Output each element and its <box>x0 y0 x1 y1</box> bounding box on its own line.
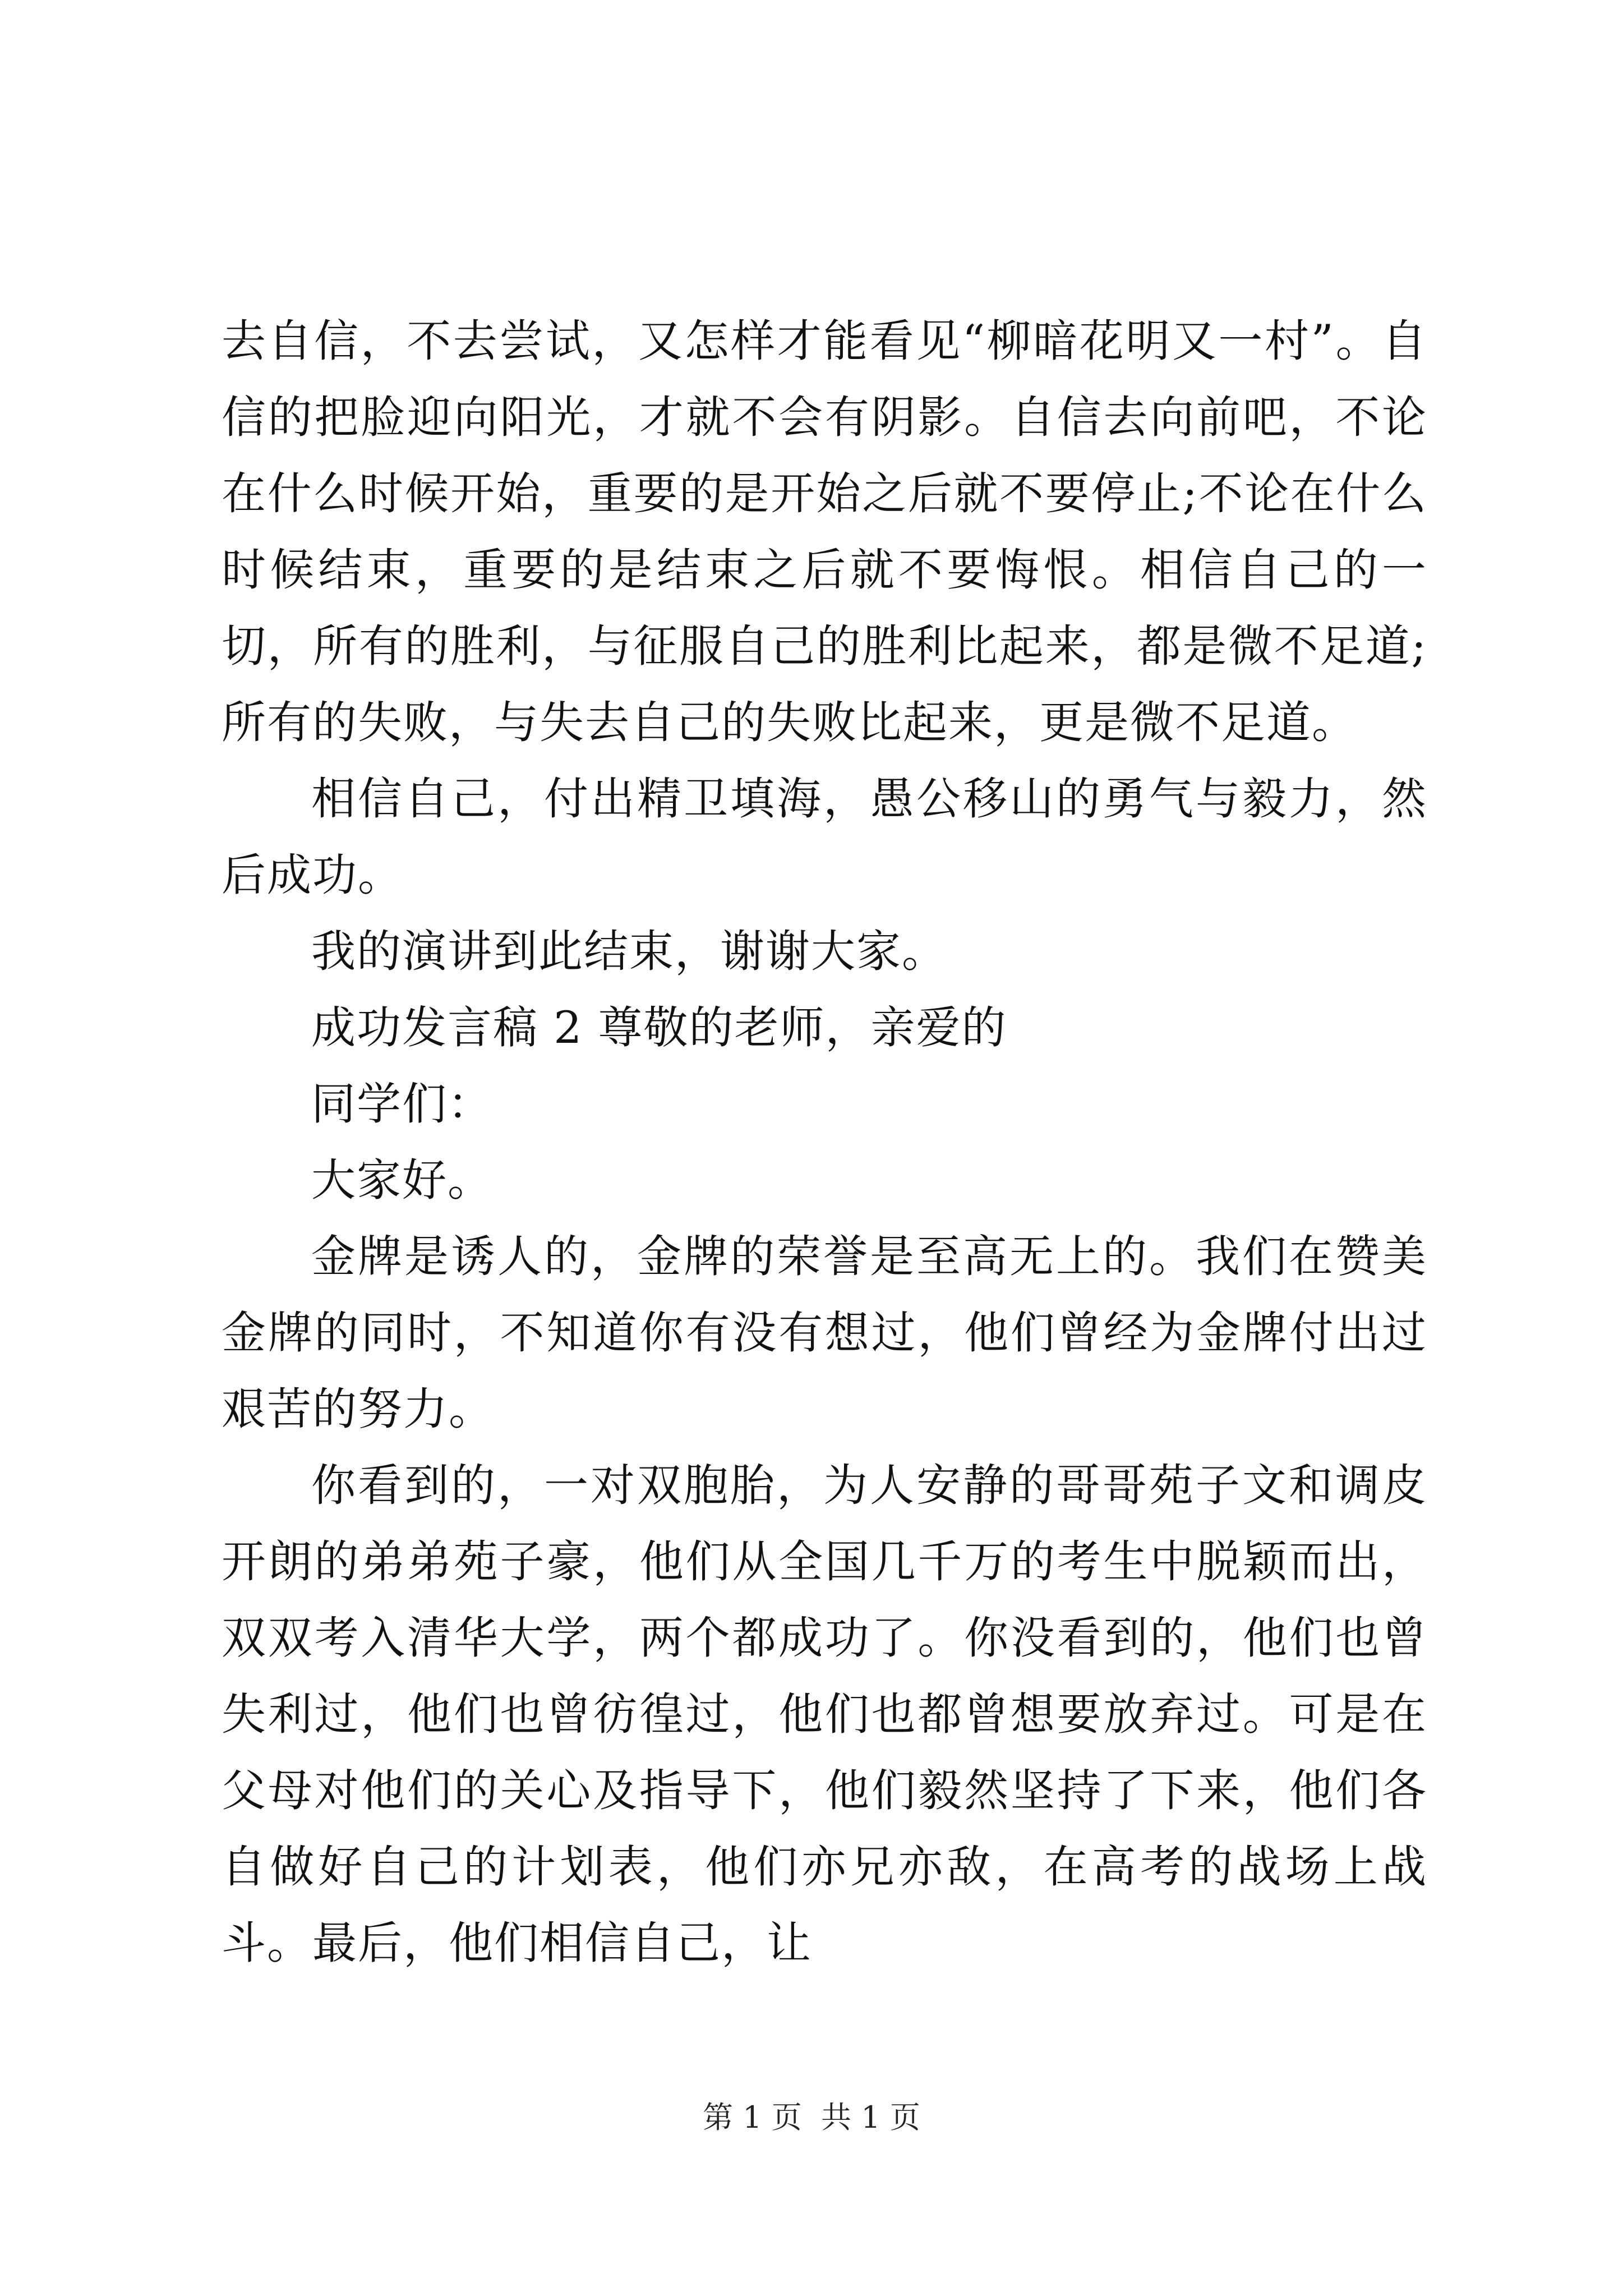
greeting: 大家好。 <box>311 1154 493 1206</box>
body-text <box>222 303 1427 1981</box>
paragraph-continuation: 去自信，不去尝试，又怎样才能看见“柳暗花明又一村”。自信的把脸迎向阳光，才就不会有阴影。自信去向前吧，不论在什么时候开始，重要的是开始之后就不要停止;不论在什么时候结束，重要的是结束之后就不要悔恨。相信自己的一切，所有的胜利，与征服自己的胜利比起来，都是微不足道;所有的失败，与失去自己的失败比起来，更是微不足道。 <box>222 315 1427 748</box>
speech-heading: 成功发言稿 2 尊敬的老师，亲爱的 <box>311 1002 1007 1053</box>
page-footer <box>0 2098 1623 2137</box>
salutation: 同学们： <box>311 1078 493 1130</box>
paragraph-gold-medal: 金牌是诱人的，金牌的荣誉是至高无上的。我们在赞美金牌的同时，不知道你有没有想过，他们曾经为金牌付出过艰苦的努力。 <box>222 1231 1427 1435</box>
paragraph-twins: 你看到的，一对双胞胎，为人安静的哥哥苑子文和调皮开朗的弟弟苑子豪，他们从全国几千万的考生中脱颖而出，双双考入清华大学，两个都成功了。你没看到的，他们也曾失利过，他们也曾彷徨过，他们也都曾想要放弃过。可是在父母对他们的关心及指导下，他们毅然坚持了下来，他们各自做好自己的计划表，他们亦兄亦敌，在高考的战场上战斗。最后，他们相信自己，让 <box>222 1460 1427 1969</box>
paragraph-believe-yourself: 相信自己，付出精卫填海，愚公移山的勇气与毅力，然后成功。 <box>222 773 1427 901</box>
page-number: 第 1 页 共 1 页 <box>703 2100 920 2135</box>
paragraph-closing: 我的演讲到此结束，谢谢大家。 <box>311 926 947 977</box>
